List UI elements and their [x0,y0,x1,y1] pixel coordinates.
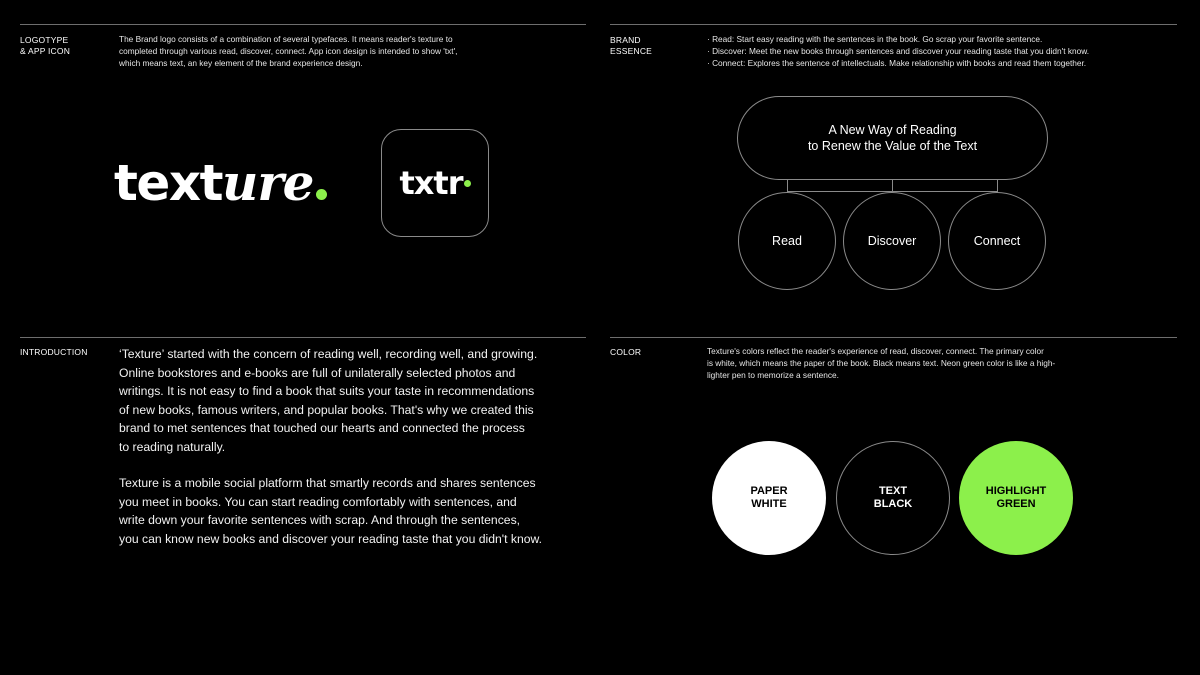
headline-line: A New Way of Reading [828,123,957,137]
middle-right-divider [610,337,1177,338]
brand-essence-point: · Read: Start easy reading with the sentences in the book. Go scrap your favorite sentence. [707,34,1043,44]
intro-line: of new books, famous writers, and popular books. That's why we created this [119,402,534,417]
intro-line: write down your favorite sentences with scrap. And through the sentences, [119,513,521,527]
brand-essence-label: BRAND ESSENCE [610,35,653,56]
app-icon [381,129,489,237]
top-right-divider [610,24,1177,25]
app-icon-text: txtr [399,164,463,202]
swatch-text-black: TEXT BLACK [836,441,950,555]
color-description-line: Texture's colors reflect the reader's experience of read, discover, connect. The primary color [707,346,1044,356]
headline-line: to Renew the Value of the Text [807,139,978,153]
brand-headline-pill [737,96,1048,180]
logotype-description [119,33,457,69]
intro-line: Online bookstores and e-books are full of unilaterally selected photos and [119,365,516,380]
intro-line: ‘Texture’ started with the concern of reading well, recording well, and growing. [119,347,538,361]
color-description [707,345,1055,381]
color-description-line: lighter pen to memorize a sentence. [707,370,839,380]
brand-essence-points [707,33,1089,69]
intro-line: you meet in books. You can start reading comfortably with sentences, and [119,494,517,509]
green-dot-icon [464,180,471,187]
intro-line: to reading naturally. [119,439,226,454]
color-label: COLOR [610,347,642,357]
top-left-divider [20,24,586,25]
wordmark-italic: ure [221,153,314,212]
introduction-body [119,345,559,548]
pillar-connect: Connect [948,192,1046,290]
logotype-description-line: which means text, an key element of the brand experience design. [119,58,363,68]
intro-line: you can know new books and discover your reading taste that you didn't know. [119,531,543,546]
introduction-label: INTRODUCTION [20,347,88,357]
texture-wordmark-logo [114,148,327,218]
intro-line: Texture is a mobile social platform that smartly records and shares sentences [119,476,536,490]
green-dot-icon [316,189,327,200]
logotype-description-line: completed through various read, discover, connect. App icon design is intended to show 'txt', [119,46,458,56]
brand-essence-point: · Connect: Explores the sentence of intellectuals. Make relationship with books and read them together. [707,58,1087,68]
pillar-read: Read [738,192,836,290]
logotype-label: LOGOTYPE & APP ICON [20,35,71,56]
paragraph-gap [119,456,559,474]
color-description-line: is white, which means the paper of the book. Black means text. Neon green color is like a high- [707,358,1056,368]
wordmark-upright: text [114,154,222,212]
logotype-description-line: The Brand logo consists of a combination of several typefaces. It means reader's texture to [119,34,453,44]
middle-left-divider [20,337,586,338]
brand-essence-point: · Discover: Meet the new books through sentences and discover your reading taste that you didn't know. [707,46,1090,56]
intro-line: brand to met sentences that touched our hearts and connected the process [119,421,525,435]
swatch-paper-white: PAPER WHITE [712,441,826,555]
intro-line: writings. It is not easy to find a book that suits your taste in recommendations [119,384,535,398]
pillar-discover: Discover [843,192,941,290]
swatch-highlight-green: HIGHLIGHT GREEN [959,441,1073,555]
